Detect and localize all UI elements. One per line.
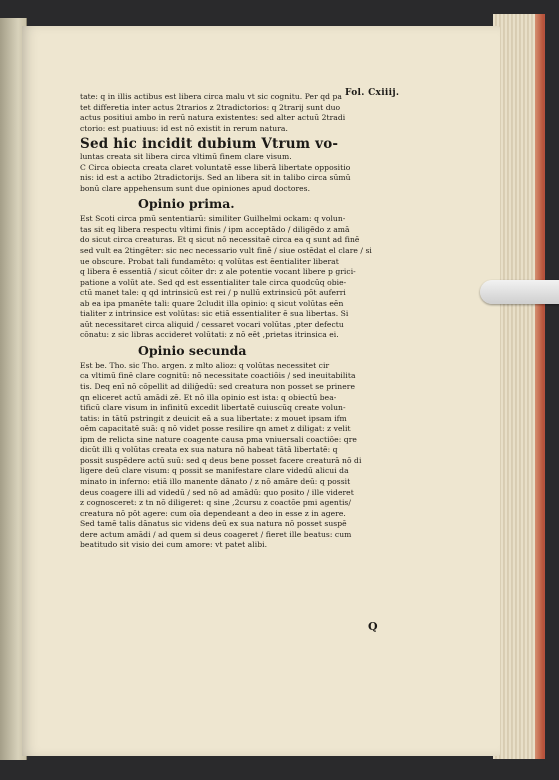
text-line: Est be. Tho. sic Tho. argen. z mlto alioz: q volūtas necessitet cir [80, 360, 330, 370]
text-line: luntas creata sit libera circa vltimū finem clare visum. [80, 152, 292, 162]
paragraph-4 [80, 361, 410, 551]
signature-mark: Q [368, 620, 378, 633]
text-line: tatis: in tātū pstringit z deuicit eā a sua libertate: z mouet ipsam ifm [80, 413, 347, 423]
page-text [80, 92, 410, 551]
text-line: oēm capacitatē suā: q nō videt posse resilire qn amet z diligat: z velit [80, 424, 351, 434]
text-line: possit suspēdere actū suū: sed q deus bene posset facere creaturā nō di [80, 455, 362, 465]
paragraph-2 [80, 152, 410, 194]
text-line: sed vult ea 2tingēter: sic nec necessario vult finē / siue ostēdat el clare / si [80, 246, 372, 256]
text-line: tet differetia inter actus 2trarios z 2tradictorios: q 2trarij sunt duo [80, 102, 341, 112]
text-line: ab ea ipa pmanēte tali: quare 2cludit illa opinio: q sicut volūtas eēn [80, 298, 344, 308]
bookmark-tab [480, 280, 559, 304]
text-line: Sed tamē talis dānatus sic videns deū ex sua natura nō posset suspē [80, 519, 347, 529]
opinion-heading-2: Opinio secunda [138, 342, 247, 358]
text-line: patione a volūt ate. Sed qd est essentialiter tale circa quodcūq obie- [80, 277, 347, 287]
text-line: tificū clare visum in infinitū excedit libertatē cuiuscūq create volun- [80, 403, 346, 413]
text-line: dere actum amādi / ad quem si deus coageret / fieret ille beatus: cum [80, 529, 352, 539]
text-line: C Circa obiecta creata claret voluntatē esse liberā libertate oppositio [80, 162, 351, 172]
text-line: tas sit eq libera respectu vltimi finis / ipm acceptādo / diligēdo z amā [80, 224, 350, 234]
folio-number: Fol. Cxiiij. [345, 88, 400, 98]
text-line: cōnatu: z sic libras accideret volūtati: z nō eēt ,prietas itrinsica ei. [80, 330, 339, 340]
text-line: dicūt illi q volūtas creata ex sua natura nō habeat tātā libertatē: q [80, 445, 338, 455]
text-line: minato in inferno: etiā illo manente dānato / z nō amāre deū: q possit [80, 476, 351, 486]
text-line: ue obscure. Probat tali fundamēto: q volūtas est ēentialiter liberat [80, 256, 339, 266]
page-stack-edge [493, 14, 545, 759]
text-line: q libera ē essentiā / sicut cōiter dr: z ale potentie vocant libere p grici- [80, 267, 356, 277]
text-line: tialiter z intrinsice est volūtas: sic etiā essentialiter ē sua libertas. Si [80, 309, 349, 319]
text-line: do sicut circa creaturas. Et q sicut nō necessitaē circa ea q sunt ad finē [80, 235, 360, 245]
text-line: z cognosceret: z tn nō diligeret: q sine ,2cursu z coactōe pmi agentis/ [80, 498, 351, 508]
text-line: qn eliceret actū amādi zē. Et nō illa opinio est ista: q obiectū bea- [80, 392, 337, 402]
text-line: bonū clare appehensum sunt due opiniones apud doctores. [80, 183, 311, 193]
text-line: creatura nō pōt agere: cum oīa dependeant a deo in esse z in agere. [80, 508, 346, 518]
opinion-heading-1: Opinio prima. [138, 196, 235, 212]
text-line: deus coagere illi ad videdū / sed nō ad amādū: quo posito / ille videret [80, 487, 354, 497]
text-line: tate: q in illis actibus est libera circa malu vt sic cognitu. Per qd pa [80, 92, 343, 101]
red-fore-edge [535, 14, 543, 759]
paragraph-1 [80, 92, 410, 134]
text-line: ipm de relicta sine nature coagente causa pma vniuersali coactiōe: qre [80, 434, 357, 444]
question-heading: Sed hic incidit dubium Vtrum vo- [80, 136, 339, 153]
text-line: ligere deū clare visum: q possit se manifestare clare videdū alicui da [80, 466, 349, 476]
text-line: beatitudo sit visio dei cum amore: vt patet alibi. [80, 540, 268, 550]
text-line: Est Scoti circa pmū sententiarū: similiter Guilhelmi ockam: q volun- [80, 214, 346, 224]
text-line: ctū manet tale: q qd intrinsicū est rei / p nullū extrinsicū pōt auferri [80, 288, 346, 298]
text-line: aūt necessitaret circa aliquid / cessaret vocari volūtas ,pter defectu [80, 319, 344, 329]
text-line: ca vltimū finē clare cognitū: nō necessitate coactiōis / sed ineuitabilita [80, 371, 356, 381]
text-line: ctorio: est puatiuus: id est nō existit in rerum natura. [80, 123, 288, 133]
paragraph-3 [80, 214, 410, 341]
text-line: tis. Deq enī nō cōpellit ad diliḡedū: sed creatura non posset se prinere [80, 382, 355, 392]
text-line: actus positiui ambo in rerū natura existentes: sed alter actuū 2tradi [80, 113, 346, 123]
text-line: nis: id est a actibo 2tradictorijs. Sed an libera sit in talibo circa sūmū [80, 173, 351, 183]
